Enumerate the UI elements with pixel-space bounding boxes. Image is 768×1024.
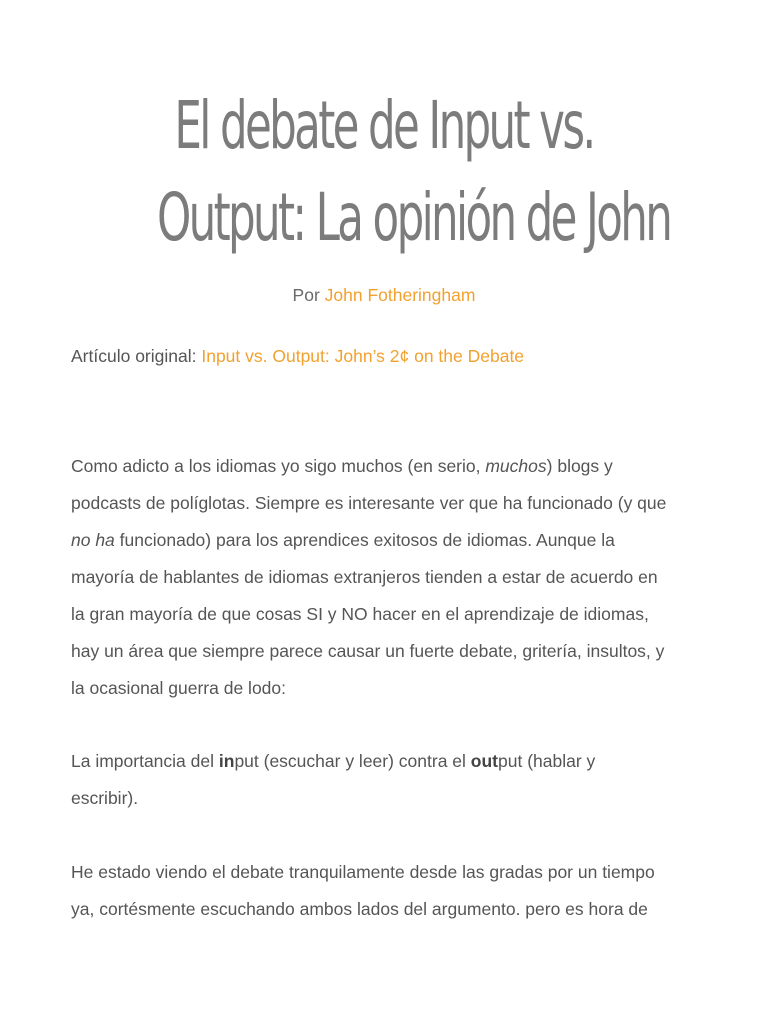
- paragraph-2-line-1: [71, 743, 711, 780]
- byline-prefix: Por: [292, 285, 320, 305]
- paragraph-1-line-1: [71, 448, 711, 485]
- paragraph-1: [71, 448, 711, 707]
- author-link[interactable]: John Fotheringham: [324, 285, 476, 305]
- article-title: [156, 80, 671, 264]
- original-article: [71, 344, 524, 368]
- paragraph-2: [71, 743, 711, 817]
- text: ) blogs y: [546, 456, 613, 476]
- paragraph-1-line-7: la ocasional guerra de lodo:: [71, 678, 287, 698]
- emphasis: muchos: [485, 456, 547, 476]
- paragraph-3: [71, 854, 711, 928]
- bold-text: in: [218, 751, 235, 771]
- original-article-label: Artículo original:: [71, 346, 197, 366]
- paragraph-1-line-2: podcasts de políglotas. Siempre es interesante ver que ha funcionado (y que: [71, 493, 667, 513]
- text: funcionado) para los aprendices exitosos de idiomas. Aunque la: [114, 530, 615, 550]
- original-article-link[interactable]: Input vs. Output: John’s 2¢ on the Debate: [201, 346, 525, 366]
- text: put (hablar y: [498, 751, 596, 771]
- article-title-line-1: El debate de Input vs.: [174, 87, 594, 164]
- bold-text: out: [470, 751, 499, 771]
- article-title-line-2: Output: La opinión de John: [156, 179, 671, 256]
- text: put (escuchar y leer) contra el: [234, 751, 471, 771]
- paragraph-3-line-1: He estado viendo el debate tranquilamente desde las gradas por un tiempo: [71, 862, 655, 882]
- paragraph-1-line-3: [71, 522, 711, 559]
- paragraph-1-line-4: mayoría de hablantes de idiomas extranjeros tienden a estar de acuerdo en: [71, 567, 658, 587]
- text: Como adicto a los idiomas yo sigo muchos (en serio,: [71, 456, 486, 476]
- paragraph-1-line-5: la gran mayoría de que cosas SI y NO hacer en el aprendizaje de idiomas,: [71, 604, 649, 624]
- text: La importancia del: [71, 751, 219, 771]
- paragraph-2-line-2: escribir).: [71, 788, 139, 808]
- paragraph-1-line-6: hay un área que siempre parece causar un fuerte debate, gritería, insultos, y: [71, 641, 665, 661]
- emphasis: no ha: [71, 530, 115, 550]
- paragraph-3-line-2: ya, cortésmente escuchando ambos lados del argumento. pero es hora de: [71, 899, 648, 919]
- byline: [0, 283, 768, 307]
